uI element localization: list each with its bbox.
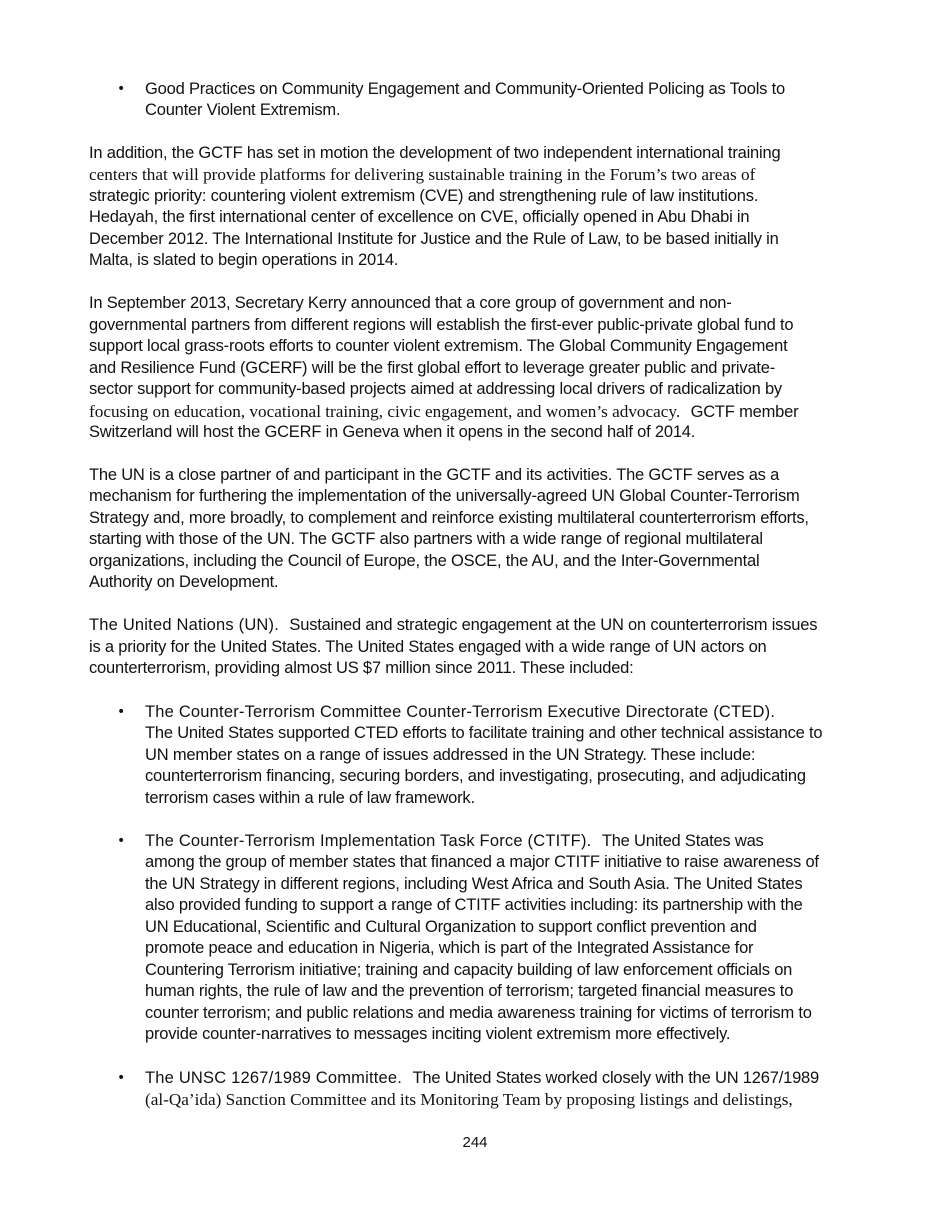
paragraph-line: governmental partners from different regions will establish the first-ever public-private global fund to — [89, 316, 794, 334]
bullet-text-line: terrorism cases within a rule of law framework. — [145, 789, 475, 807]
bullet-heading — [145, 702, 775, 724]
bullet-text-line: counterterrorism financing, securing borders, and investigating, prosecuting, and adjudicating — [145, 767, 806, 785]
paragraph-line: strategic priority: countering violent extremism (CVE) and strengthening rule of law institutions. — [89, 187, 759, 205]
paragraph-line: is a priority for the United States. The United States engaged with a wide range of UN actors on — [89, 638, 767, 656]
bullet-heading-text: The Counter-Terrorism Committee Counter-Terrorism Executive Directorate (CTED). — [145, 703, 776, 721]
bullet-marker: • — [117, 704, 126, 720]
section-heading: The United Nations (UN). — [89, 616, 280, 634]
bullet-text-line: The United States supported CTED efforts to facilitate training and other technical assistance to — [145, 724, 823, 742]
bullet-text-line: (al-Qa’ida) Sanction Committee and its Monitoring Team by proposing listings and delistings, — [145, 1090, 793, 1109]
paragraph-line — [89, 401, 798, 424]
paragraph-line — [89, 615, 817, 637]
bullet-text-line: Countering Terrorism initiative; training and capacity building of law enforcement officials on — [145, 961, 793, 979]
bullet-text-line: Good Practices on Community Engagement and Community-Oriented Policing as Tools to — [145, 80, 785, 98]
paragraph-line: mechanism for furthering the implementation of the universally-agreed UN Global Counter-Terrorism — [89, 487, 800, 505]
bullet-text-part: The United States was — [601, 832, 764, 850]
paragraph-line: centers that will provide platforms for delivering sustainable training in the Forum’s two areas of — [89, 165, 756, 184]
paragraph-line: The UN is a close partner of and participant in the GCTF and its activities. The GCTF serves as a — [89, 466, 780, 484]
bullet-text-line: human rights, the rule of law and the prevention of terrorism; targeted financial measures to — [145, 982, 794, 1000]
bullet-text-line: promote peace and education in Nigeria, which is part of the Integrated Assistance for — [145, 939, 754, 957]
paragraph-line: organizations, including the Council of Europe, the OSCE, the AU, and the Inter-Governmental — [89, 552, 760, 570]
paragraph-line: Hedayah, the first international center of excellence on CVE, officially opened in Abu Dhabi in — [89, 208, 750, 226]
paragraph-line: and Resilience Fund (GCERF) will be the first global effort to leverage greater public and private- — [89, 359, 776, 377]
bullet-marker: • — [117, 833, 126, 849]
paragraph-line: starting with those of the UN. The GCTF also partners with a wide range of regional multilateral — [89, 530, 763, 548]
paragraph-line: In addition, the GCTF has set in motion the development of two independent international training — [89, 144, 781, 162]
bullet-text-part: The United States worked closely with the UN 1267/1989 — [412, 1069, 819, 1087]
paragraph-line: sector support for community-based projects aimed at addressing local drivers of radicalization by — [89, 380, 782, 398]
paragraph-line: Authority on Development. — [89, 573, 279, 591]
bullet-text-line: among the group of member states that financed a major CTITF initiative to raise awareness of — [145, 853, 819, 871]
bullet-text-line: provide counter-narratives to messages inciting violent extremism more effectively. — [145, 1025, 731, 1043]
bullet-text-line: the UN Strategy in different regions, including West Africa and South Asia. The United States — [145, 875, 803, 893]
bullet-heading-text: The UNSC 1267/1989 Committee. — [145, 1069, 403, 1087]
paragraph-line-serif-part: focusing on education, vocational training, civic engagement, and women’s advocacy. — [89, 402, 681, 421]
paragraph-line: Strategy and, more broadly, to complement and reinforce existing multilateral counterterrorism efforts, — [89, 509, 809, 527]
bullet-text-line: UN Educational, Scientific and Cultural Organization to support conflict prevention and — [145, 918, 757, 936]
paragraph-line: Switzerland will host the GCERF in Geneva when it opens in the second half of 2014. — [89, 423, 696, 441]
bullet-text-line — [145, 1068, 819, 1090]
bullet-text-line: also provided funding to support a range of CTITF activities including: its partnership with the — [145, 896, 803, 914]
paragraph-line: In September 2013, Secretary Kerry announced that a core group of government and non- — [89, 294, 732, 312]
bullet-text-line: counter terrorism; and public relations and media awareness training for victims of terrorism to — [145, 1004, 812, 1022]
page-number: 244 — [462, 1134, 488, 1151]
paragraph-line-part: GCTF member — [690, 403, 799, 421]
bullet-marker: • — [117, 81, 126, 97]
paragraph-line-part: Sustained and strategic engagement at the UN on counterterrorism issues — [289, 616, 818, 634]
paragraph-line: Malta, is slated to begin operations in 2014. — [89, 251, 399, 269]
paragraph-line: December 2012. The International Institute for Justice and the Rule of Law, to be based initially in — [89, 230, 779, 248]
bullet-text-line: Counter Violent Extremism. — [145, 101, 341, 119]
bullet-marker: • — [117, 1070, 126, 1086]
paragraph-line: counterterrorism, providing almost US $7 million since 2011. These included: — [89, 659, 634, 677]
bullet-heading-text: The Counter-Terrorism Implementation Task Force (CTITF). — [145, 832, 592, 850]
paragraph-line: support local grass-roots efforts to counter violent extremism. The Global Community Engagement — [89, 337, 788, 355]
bullet-text-line: UN member states on a range of issues addressed in the UN Strategy. These include: — [145, 746, 756, 764]
bullet-text-line — [145, 831, 764, 853]
